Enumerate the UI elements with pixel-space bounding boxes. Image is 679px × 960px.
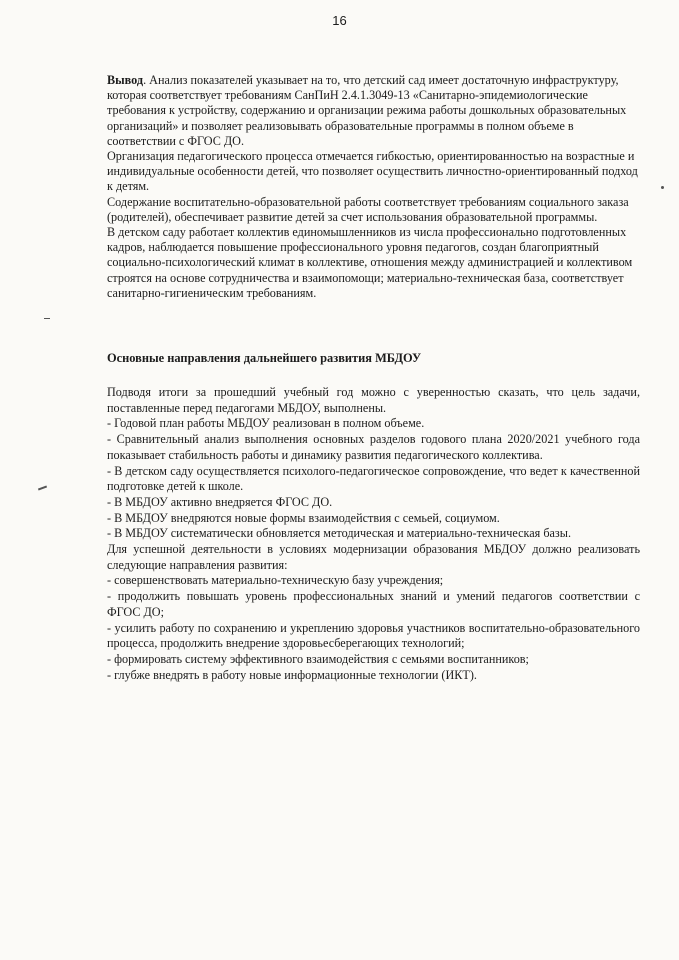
conclusion-paragraph-3: Содержание воспитательно-образовательной работы соответствует требованиям социального заказа (родителей), обеспечивает развитие детей за счет использования образовательной программы. (107, 194, 629, 224)
section-paragraph: - глубже внедрять в работу новые информационные технологии (ИКТ). (107, 667, 477, 682)
section-paragraph: Для успешной деятельности в условиях модернизации образования МБДОУ должно реализовать следующие направления развития: (107, 542, 640, 572)
conclusion-label: Вывод (107, 73, 144, 87)
page-number: 16 (332, 13, 347, 28)
scan-mark (44, 318, 50, 319)
section-title: Основные направления дальнейшего развития МБДОУ (107, 351, 422, 365)
section-paragraph: - продолжить повышать уровень профессиональных знаний и умений педагогов соответствии с ФГОС ДО; (107, 589, 640, 619)
scan-mark (661, 186, 664, 189)
section-paragraph: - Сравнительный анализ выполнения основных разделов годового плана 2020/2021 учебного года показывает стабильность работы и динамику развития педагогического коллектива. (107, 432, 640, 462)
section-paragraph: - В МБДОУ активно внедряется ФГОС ДО. (107, 494, 333, 509)
section-paragraph: - усилить работу по сохранению и укреплению здоровья участников воспитательно-образовательного процесса, продолжить внедрение здоровьесберегающих технологий; (107, 620, 640, 651)
scan-mark (38, 486, 47, 491)
section-paragraph: Подводя итоги за прошедший учебный год можно с уверенностью сказать, что цель задачи, поставленные перед педагогами МБДОУ, выполнены. (107, 385, 640, 415)
section-body (107, 385, 640, 683)
section-paragraph: - формировать систему эффективного взаимодействия с семьями воспитанников; (107, 651, 529, 666)
section-paragraph: - В детском саду осуществляется психолого-педагогическое сопровождение, что ведет к качественной подготовке детей к школе. (107, 463, 640, 494)
conclusion-paragraph-4: В детском саду работает коллектив единомышленников из числа профессионально подготовленных кадров, наблюдается повышение профессионального уровня педагогов, создан благоприятный социально-психологический климат в коллективе, отношения между администрацией и коллективом строятся на основе сотрудничества и взаимопомощи; материально-техническая база, соответствует санитарно-гигиеническим требованиям. (107, 225, 633, 300)
conclusion-block (107, 73, 640, 301)
section-paragraph: - В МБДОУ систематически обновляется методическая и материально-техническая базы. (107, 526, 571, 541)
section-paragraph: - совершенствовать материально-техническую базу учреждения; (107, 573, 444, 588)
section-paragraph: - Годовой план работы МБДОУ реализован в полном объеме. (107, 416, 425, 431)
section-paragraph: - В МБДОУ внедряются новые формы взаимодействия с семьей, социумом. (107, 510, 500, 525)
conclusion-paragraph-2: Организация педагогического процесса отмечается гибкостью, ориентированностью на возрастные и индивидуальные особенности детей, что позволяет осуществить личностно-ориентированный подход к детям. (107, 149, 638, 194)
conclusion-paragraph-1: Вывод. Анализ показателей указывает на то, что детский сад имеет достаточную инфраструктуру, которая соответствует требованиям СанПиН 2.4.1.3049-13 «Санитарно-эпидемиологические требования к устройству, содержанию и организации режима работы дошкольных образовательных организаций» и позволяет реализовывать образовательные программы в полном объеме в соответствии с ФГОС ДО. (107, 73, 627, 148)
